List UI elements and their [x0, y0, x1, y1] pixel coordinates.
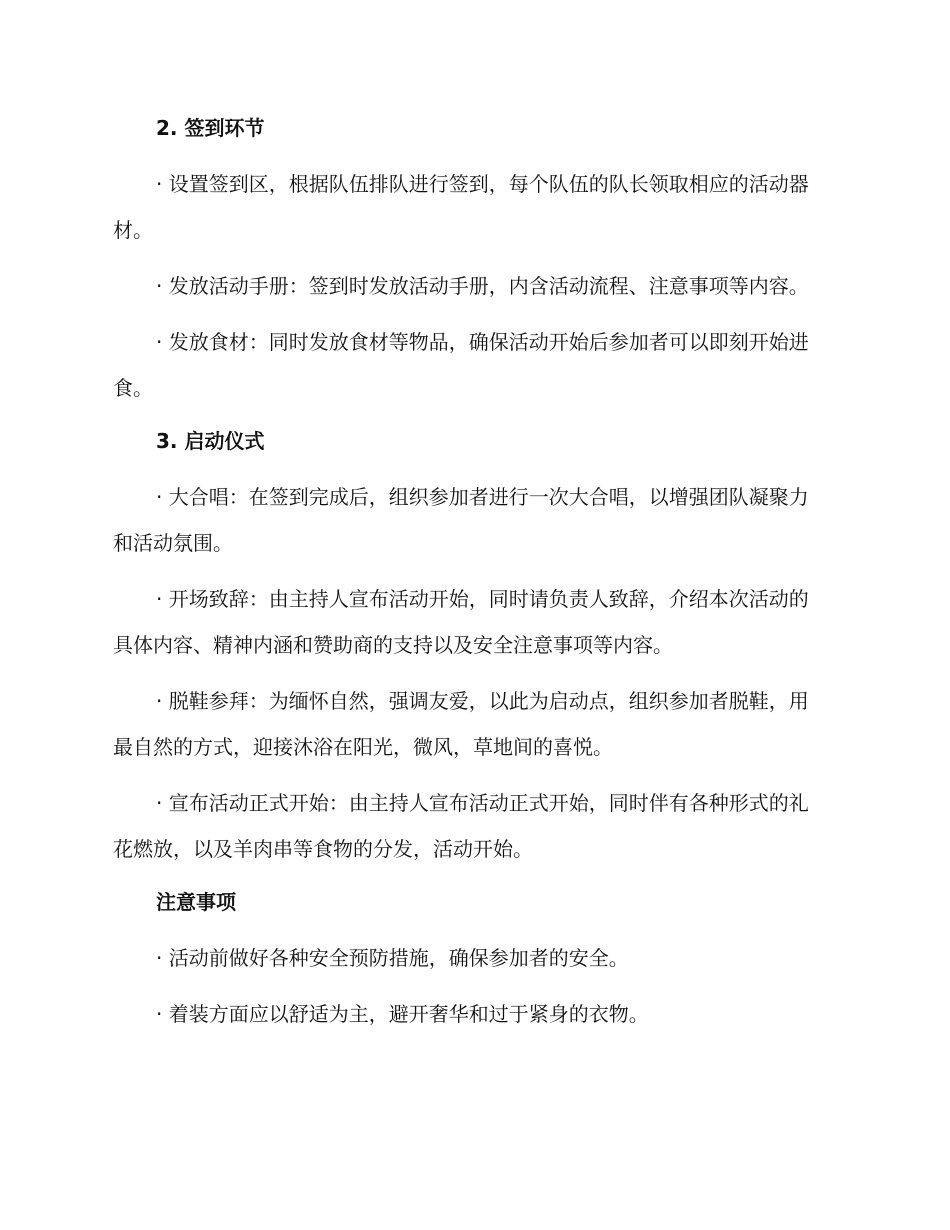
section-heading-checkin: 2. 签到环节 — [156, 116, 265, 140]
section-heading-opening-ceremony: 3. 启动仪式 — [156, 429, 265, 453]
list-item: · 脱鞋参拜：为缅怀自然，强调友爱，以此为启动点，组织参加者脱鞋，用最自然的方式，迎接沐浴在阳光，微风，草地间的喜悦。 — [113, 689, 809, 759]
section-heading-notes: 注意事项 — [156, 890, 236, 914]
list-item: · 发放食材：同时发放食材等物品，确保活动开始后参加者可以即刻开始进食。 — [113, 330, 809, 400]
list-item: · 着装方面应以舒适为主，避开奢华和过于紧身的衣物。 — [156, 1002, 649, 1026]
list-item: · 宣布活动正式开始：由主持人宣布活动正式开始，同时伴有各种形式的礼花燃放，以及羊肉串等食物的分发，活动开始。 — [113, 791, 809, 861]
list-item: · 大合唱：在签到完成后，组织参加者进行一次大合唱，以增强团队凝聚力和活动氛围。 — [113, 485, 809, 555]
list-item: · 开场致辞：由主持人宣布活动开始，同时请负责人致辞，介绍本次活动的具体内容、精神内涵和赞助商的支持以及安全注意事项等内容。 — [113, 587, 809, 657]
list-item: · 活动前做好各种安全预防措施，确保参加者的安全。 — [156, 946, 629, 970]
list-item: · 发放活动手册：签到时发放活动手册，内含活动流程、注意事项等内容。 — [156, 274, 809, 298]
document-body — [113, 108, 825, 1047]
list-item: · 设置签到区，根据队伍排队进行签到，每个队伍的队长领取相应的活动器材。 — [113, 172, 809, 242]
